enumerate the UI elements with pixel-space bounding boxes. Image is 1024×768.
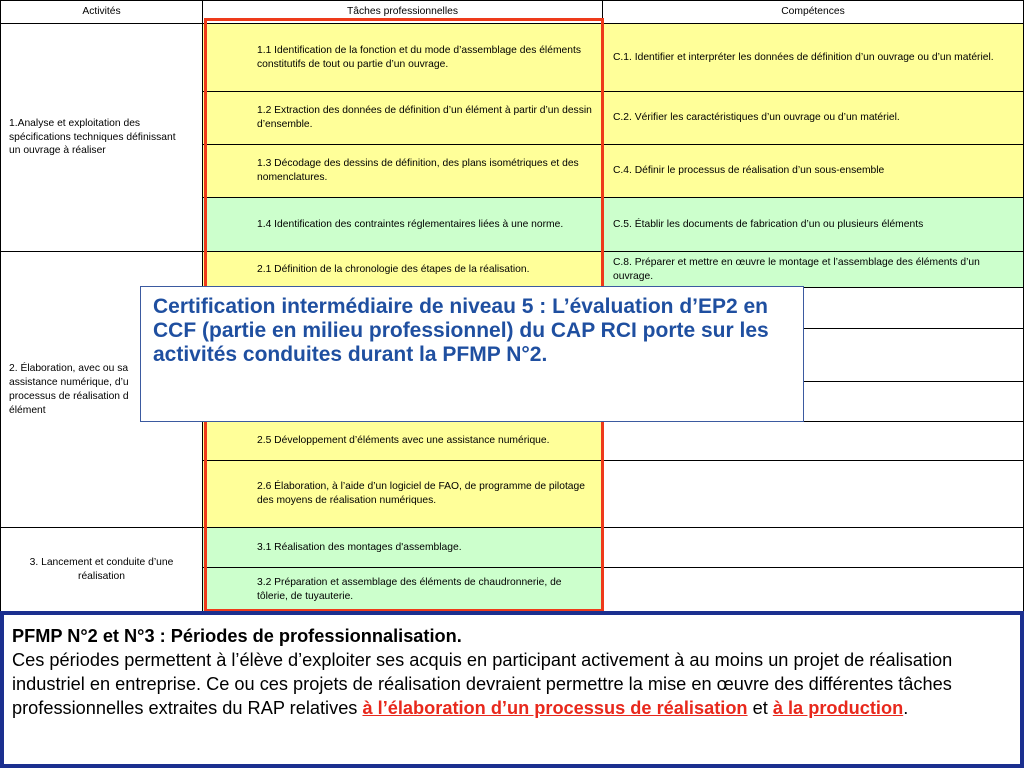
- competence-c1: C.1. Identifier et interpréter les données de définition d’un ouvrage ou d’un matériel.: [603, 24, 1024, 92]
- competence-c4: C.4. Définir le processus de réalisation d’un sous-ensemble: [603, 145, 1024, 198]
- task-1-3: 1.3 Décodage des dessins de définition, des plans isométriques et des nomenclatures.: [203, 145, 603, 198]
- task-1-2: 1.2 Extraction des données de définition d’un élément à partir d’un dessin d’ensemble.: [203, 92, 603, 145]
- competence-empty: [603, 461, 1024, 528]
- task-2-6: 2.6 Élaboration, à l’aide d’un logiciel de FAO, de programme de pilotage des moyens de réalisation numériques.: [203, 461, 603, 528]
- activity-1: 1.Analyse et exploitation des spécifications techniques définissant un ouvrage à réaliser: [0, 24, 203, 252]
- pfmp-note-connector: et: [747, 698, 773, 718]
- task-3-2: 3.2 Préparation et assemblage des éléments de chaudronnerie, de tôlerie, de tuyauterie.: [203, 568, 603, 612]
- pfmp-note: [0, 611, 1024, 768]
- pfmp-note-body: [12, 648, 1010, 720]
- task-1-4: 1.4 Identification des contraintes réglementaires liées à une norme.: [203, 198, 603, 252]
- header-activities: Activités: [0, 0, 203, 24]
- header-tasks: Tâches professionnelles: [203, 0, 603, 24]
- competence-c8: C.8. Préparer et mettre en œuvre le montage et l’assemblage des éléments d’un ouvrage.: [603, 252, 1024, 288]
- activity-2-line: assistance numérique, d’u: [9, 377, 129, 388]
- activity-2-line: élément: [9, 405, 46, 416]
- header-competences: Compétences: [603, 0, 1024, 24]
- certification-callout: Certification intermédiaire de niveau 5 : L’évaluation d’EP2 en CCF (partie en milieu professionnel) du CAP RCI porte sur les activités conduites durant la PFMP N°2.: [140, 286, 804, 422]
- task-1-1: 1.1 Identification de la fonction et du mode d’assemblage des éléments constitutifs de tout ou partie d’un ouvrage.: [203, 24, 603, 92]
- competence-c2: C.2. Vérifier les caractéristiques d’un ouvrage ou d’un matériel.: [603, 92, 1024, 145]
- competence-empty: [603, 568, 1024, 612]
- activity-2-line: 2. Élaboration, avec ou sa: [9, 363, 129, 374]
- pfmp-note-text: Ces périodes permettent à l’élève d’exploiter ses acquis en participant activement à au moins un projet de réalisation industriel en entreprise. Ce ou ces projets de réalisation devraient permettre la mise en œuvre des différentes tâches professionnelles extraites du RAP relatives: [12, 650, 953, 718]
- activity-2-line: processus de réalisation d: [9, 391, 129, 402]
- task-2-1: 2.1 Définition de la chronologie des étapes de la réalisation.: [203, 252, 603, 288]
- pfmp-note-end: .: [903, 698, 909, 718]
- activity-3: 3. Lancement et conduite d’une réalisation: [0, 528, 203, 612]
- task-3-1: 3.1 Réalisation des montages d'assemblage.: [203, 528, 603, 568]
- pfmp-note-title: PFMP N°2 et N°3 : Périodes de professionnalisation.: [12, 626, 462, 646]
- competence-empty: [603, 422, 1024, 461]
- competence-c5: C.5. Établir les documents de fabrication d’un ou plusieurs éléments: [603, 198, 1024, 252]
- pfmp-note-highlight: à la production: [772, 698, 904, 718]
- task-2-5: 2.5 Développement d’éléments avec une assistance numérique.: [203, 422, 603, 461]
- pfmp-note-highlight: à l’élaboration d’un processus de réalisation: [362, 698, 748, 718]
- competence-empty: [603, 528, 1024, 568]
